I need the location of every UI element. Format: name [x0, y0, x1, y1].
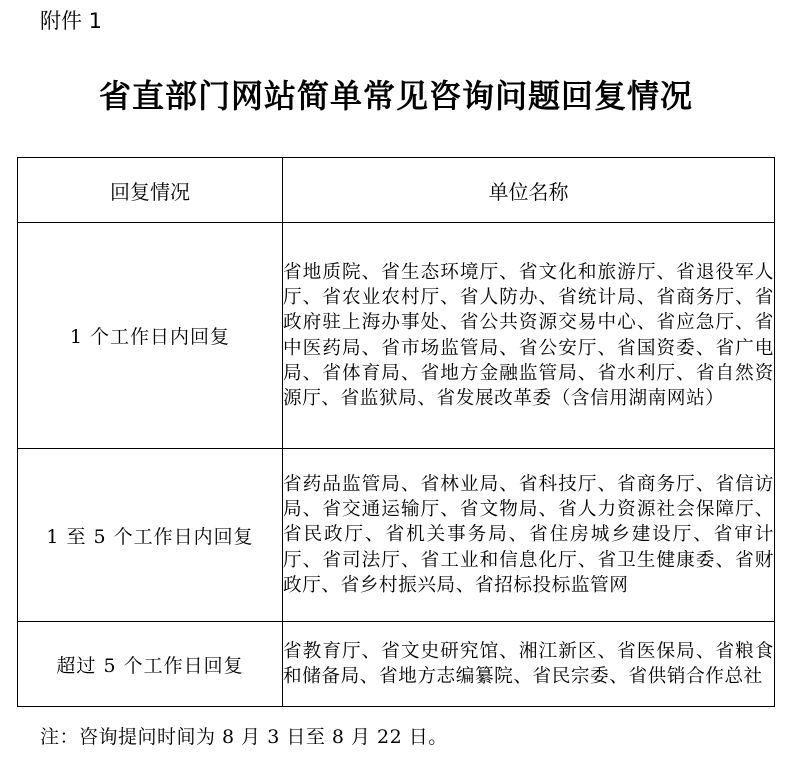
page-title: 省直部门网站简单常见咨询问题回复情况 [98, 77, 693, 115]
reply-status-cell: 超过 5 个工作日回复 [18, 622, 283, 707]
attachment-label: 附件 1 [40, 9, 103, 33]
table-row [18, 223, 775, 449]
table-header-row [18, 158, 775, 223]
table-row [18, 622, 775, 707]
reply-status-table [17, 157, 775, 707]
footnote: 注：咨询提问时间为 8 月 3 日至 8 月 22 日。 [40, 726, 448, 748]
table-row [18, 449, 775, 622]
header-unit-names: 单位名称 [283, 158, 775, 223]
header-reply-status: 回复情况 [18, 158, 283, 223]
unit-names-cell: 省教育厅、省文史研究馆、湘江新区、省医保局、省粮食和储备局、省地方志编纂院、省民宗委、省供销合作总社 [283, 622, 775, 707]
reply-status-cell: 1 个工作日内回复 [18, 223, 283, 449]
unit-names-cell: 省地质院、省生态环境厅、省文化和旅游厅、省退役军人厅、省农业农村厅、省人防办、省统计局、省商务厅、省政府驻上海办事处、省公共资源交易中心、省应急厅、省中医药局、省市场监管局、省公安厅、省国资委、省广电局、省体育局、省地方金融监管局、省水利厅、省自然资源厅、省监狱局、省发展改革委（含信用湖南网站） [283, 223, 775, 449]
reply-status-cell: 1 至 5 个工作日内回复 [18, 449, 283, 622]
unit-names-cell: 省药品监管局、省林业局、省科技厅、省商务厅、省信访局、省交通运输厅、省文物局、省人力资源社会保障厅、省民政厅、省机关事务局、省住房城乡建设厅、省审计厅、省司法厅、省工业和信息化厅、省卫生健康委、省财政厅、省乡村振兴局、省招标投标监管网 [283, 449, 775, 622]
